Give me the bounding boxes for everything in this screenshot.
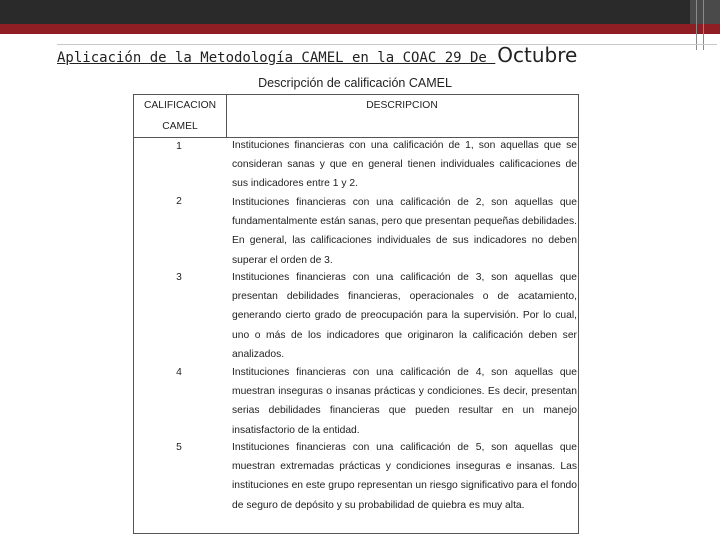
camel-rating-table [133, 94, 579, 534]
header-divider [226, 95, 227, 137]
table-row-rating: 2 [176, 196, 182, 207]
table-caption: Descripción de calificación CAMEL [258, 76, 452, 90]
header-rating-line2: CAMEL [162, 121, 198, 132]
table-row-description: Instituciones financieras con una calificación de 1, son aquellas que se consideran sanas y que en general tienen individuales calificaciones de sus indicadores entre 1 y 2. [232, 140, 577, 190]
corner-decoration [690, 0, 720, 50]
table-row-rating: 4 [176, 367, 182, 378]
table-row-description: Instituciones financieras con una calificación de 3, son aquellas que presentan debilidades financieras, operacionales o de acatamiento, generando cierto grado de preocupación para la supervisión. Por lo cual, uno o más de los indicadores que originaron la calificación deben ser analizados. [232, 272, 577, 360]
corner-line [703, 0, 704, 50]
table-row-description: Instituciones financieras con una calificación de 2, son aquellas que fundamentalmente están sanas, pero que presentan pequeñas debilidades. En general, las calificaciones individuales de sus indicadores no deben superar el orden de 3. [232, 197, 577, 266]
table-row-rating: 5 [176, 442, 182, 453]
table-row-rating: 1 [176, 141, 182, 152]
slide-title [57, 43, 577, 67]
top-banner [0, 0, 720, 34]
table-row-rating: 3 [176, 272, 182, 283]
table-row-description: Instituciones financieras con una calificación de 4, son aquellas que muestran inseguras o insanas prácticas y condiciones. Es decir, presentan serias debilidades financieras que pueden resultar en un manejo insatisfactorio de la entidad. [232, 367, 577, 436]
slide-title-main: Aplicación de la Metodología CAMEL en la COAC 29 De [57, 50, 496, 66]
corner-line [696, 0, 697, 50]
top-banner-dark-band [0, 0, 720, 24]
table-row-description: Instituciones financieras con una calificación de 5, son aquellas que muestran extremadas prácticas y condiciones inseguras e insanas. Las instituciones en este grupo representan un riesgo significativo para el fondo de seguro de depósito y su probabilidad de quiebra es muy alta. [232, 442, 577, 511]
slide-title-tail: Octubre [497, 43, 578, 67]
header-rating-line1: CALIFICACION [143, 100, 217, 111]
header-description: DESCRIPCION [366, 100, 438, 111]
header-rating [134, 97, 226, 135]
corner-block [690, 0, 720, 24]
top-banner-red-band [0, 24, 720, 34]
